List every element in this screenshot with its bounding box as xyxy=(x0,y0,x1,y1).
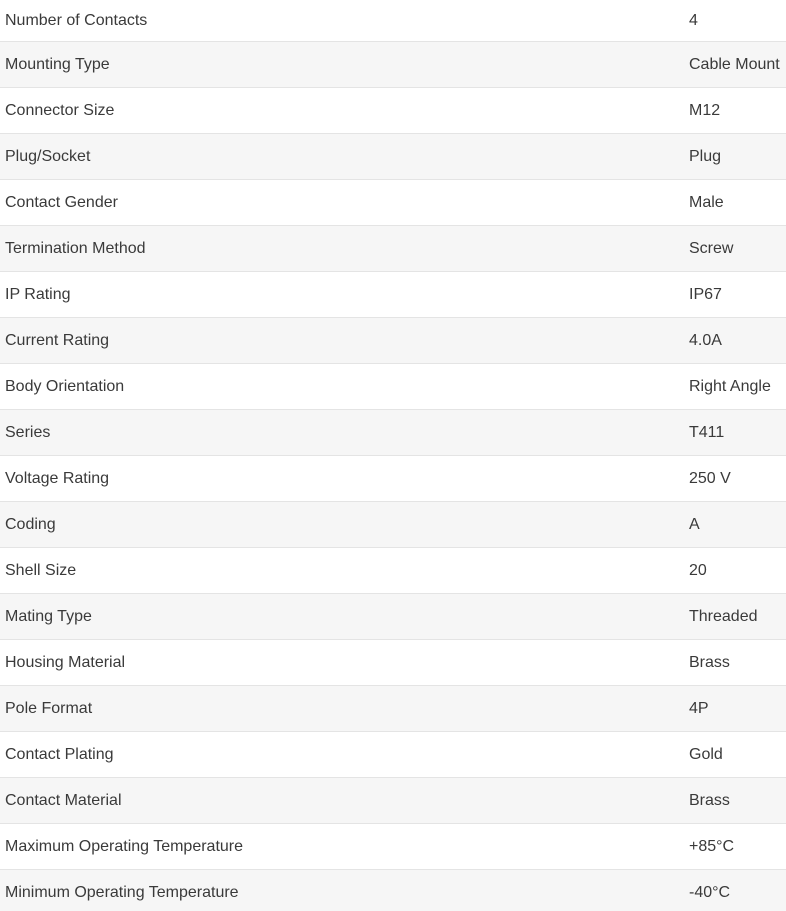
spec-row xyxy=(0,456,786,502)
spec-value: 20 xyxy=(689,561,707,579)
spec-value: Screw xyxy=(689,239,734,257)
spec-label: Maximum Operating Temperature xyxy=(5,837,244,855)
spec-value: Threaded xyxy=(689,607,758,625)
spec-row xyxy=(0,870,786,911)
spec-row xyxy=(0,778,786,824)
spec-row xyxy=(0,88,786,134)
spec-value: +85°C xyxy=(689,837,735,855)
spec-label: Coding xyxy=(5,515,56,533)
spec-row xyxy=(0,732,786,778)
spec-value: Plug xyxy=(689,147,722,165)
spec-row xyxy=(0,0,786,42)
spec-row xyxy=(0,134,786,180)
spec-label: Mounting Type xyxy=(5,55,110,73)
spec-row xyxy=(0,318,786,364)
spec-value: M12 xyxy=(689,101,721,119)
spec-value: Cable Mount xyxy=(689,55,780,73)
spec-row xyxy=(0,364,786,410)
spec-row xyxy=(0,226,786,272)
spec-value: 4P xyxy=(689,699,709,717)
spec-label: Minimum Operating Temperature xyxy=(5,884,239,901)
spec-row xyxy=(0,410,786,456)
spec-row xyxy=(0,824,786,870)
spec-value: Brass xyxy=(689,653,730,671)
spec-value: -40°C xyxy=(689,884,731,901)
spec-label: Termination Method xyxy=(5,239,146,257)
spec-label: Contact Plating xyxy=(5,745,114,763)
spec-row xyxy=(0,272,786,318)
spec-value: Male xyxy=(689,193,724,211)
spec-label: IP Rating xyxy=(5,285,71,303)
spec-value: 4.0A xyxy=(689,331,722,349)
spec-row xyxy=(0,640,786,686)
spec-value: 4 xyxy=(689,11,698,29)
spec-label: Shell Size xyxy=(5,561,77,579)
spec-label: Number of Contacts xyxy=(5,11,148,29)
spec-value: IP67 xyxy=(689,285,722,303)
spec-value: 250 V xyxy=(689,469,731,487)
spec-label: Contact Gender xyxy=(5,193,118,211)
spec-label: Voltage Rating xyxy=(5,469,110,487)
spec-row xyxy=(0,548,786,594)
spec-label: Body Orientation xyxy=(5,377,125,395)
spec-value: Brass xyxy=(689,791,730,809)
spec-label: Plug/Socket xyxy=(5,147,91,165)
spec-row xyxy=(0,42,786,88)
spec-label: Housing Material xyxy=(5,653,126,671)
spec-label: Connector Size xyxy=(5,101,115,119)
spec-value: T411 xyxy=(689,423,725,441)
spec-value: A xyxy=(689,515,700,533)
spec-row xyxy=(0,594,786,640)
spec-label: Pole Format xyxy=(5,699,93,717)
spec-label: Current Rating xyxy=(5,331,110,349)
spec-label: Contact Material xyxy=(5,791,122,809)
spec-value: Gold xyxy=(689,745,723,763)
spec-label: Series xyxy=(5,423,51,441)
spec-row xyxy=(0,686,786,732)
spec-value: Right Angle xyxy=(689,377,771,395)
spec-row xyxy=(0,502,786,548)
spec-row xyxy=(0,180,786,226)
spec-label: Mating Type xyxy=(5,607,92,625)
